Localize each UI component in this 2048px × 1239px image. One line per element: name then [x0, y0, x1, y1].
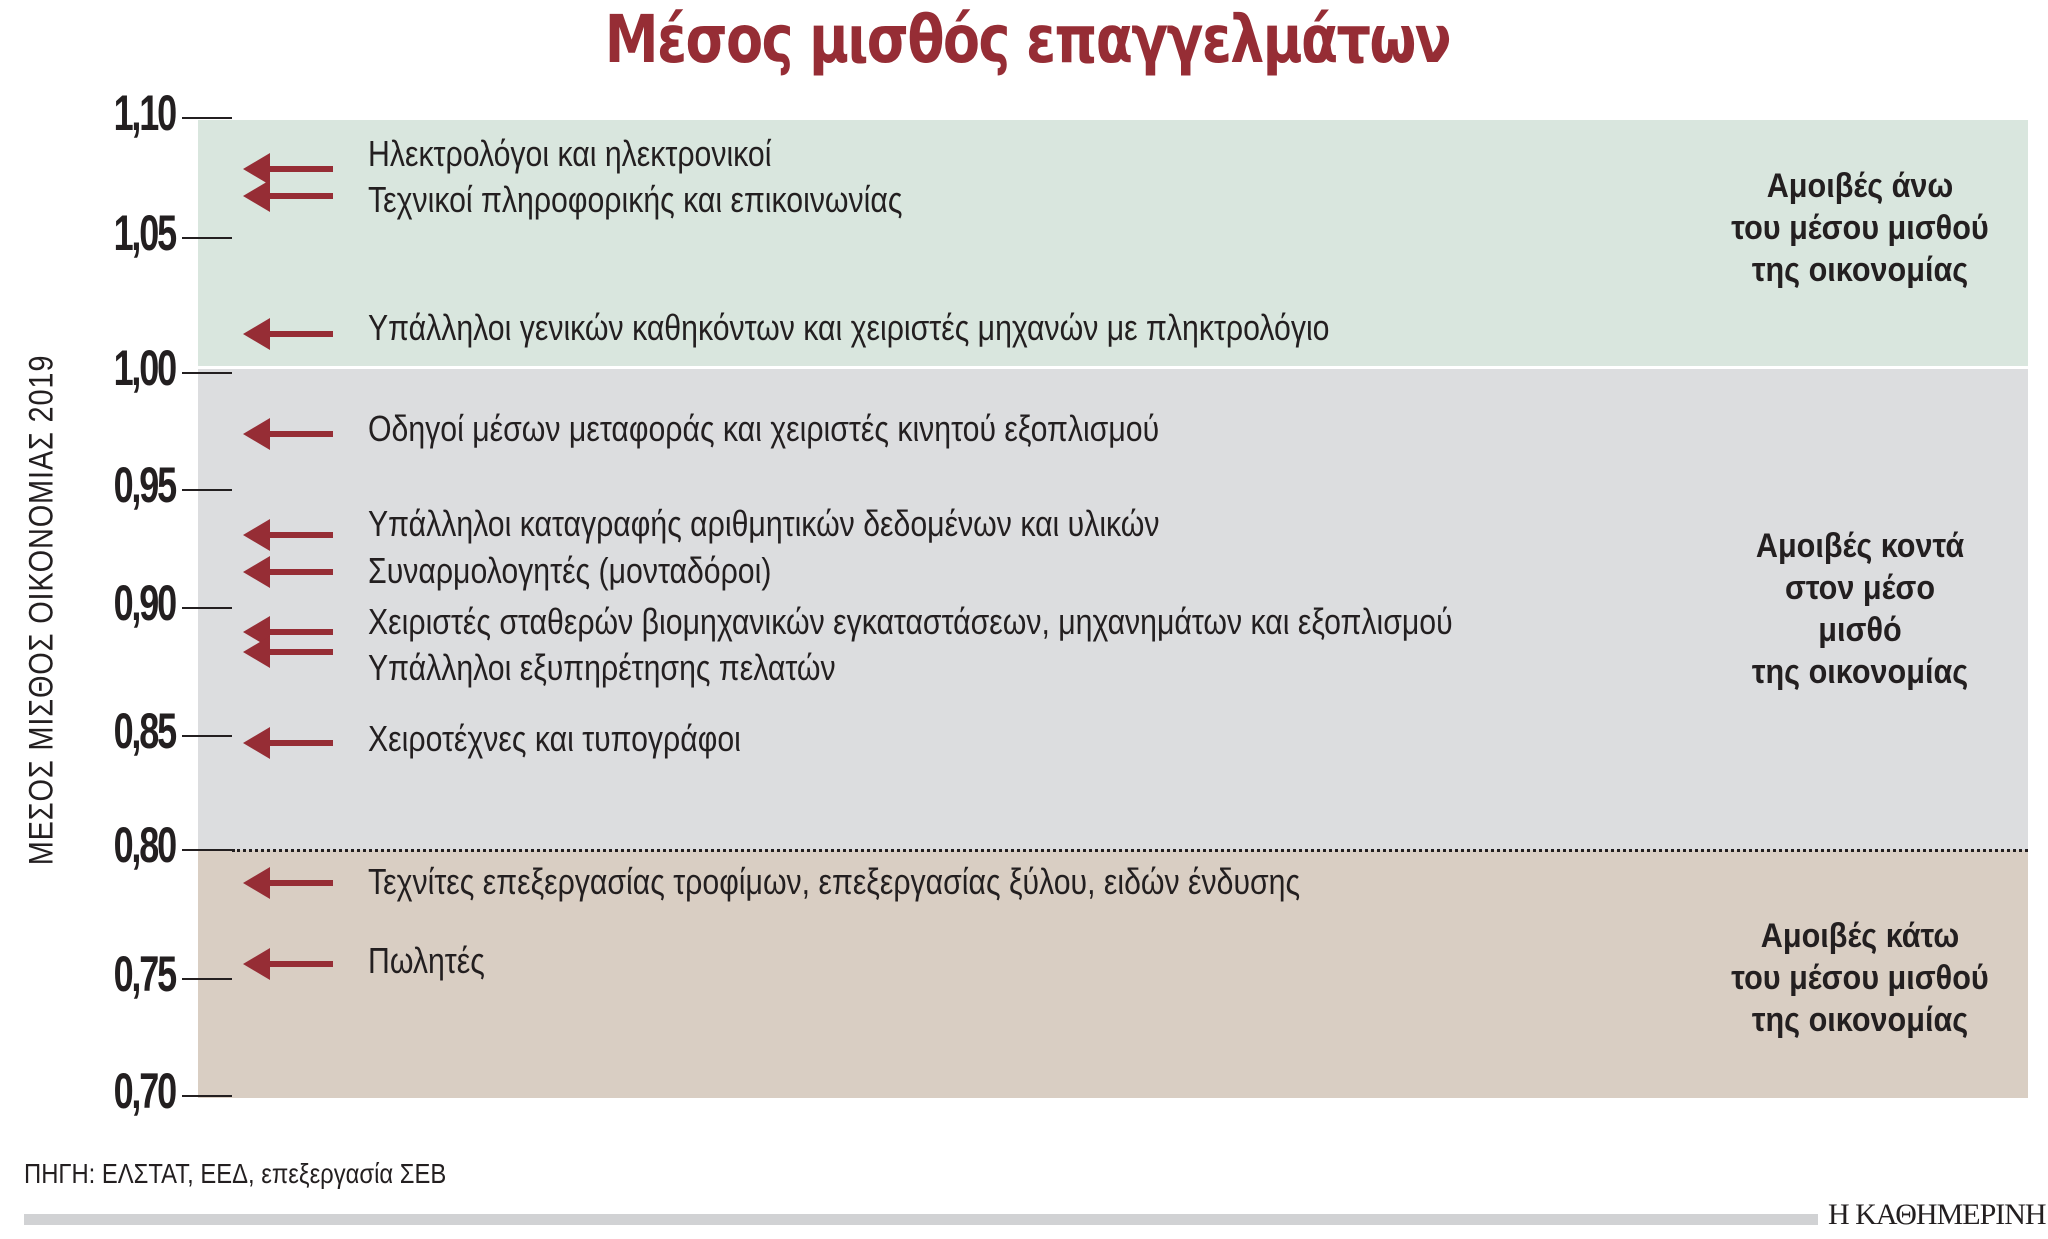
tick-label: 0,90: [113, 575, 175, 631]
occupation-label: Πωλητές: [368, 940, 485, 981]
tick-label: 1,10: [113, 85, 175, 141]
zone-label-near: [1680, 525, 2040, 693]
occupation-label: Τεχνικοί πληροφορικής και επικοινωνίας: [368, 179, 903, 220]
footer-divider: [24, 1214, 1818, 1225]
occupation-label: Υπάλληλοι γενικών καθηκόντων και χειριστές μηχανών με πληκτρολόγιο: [368, 307, 1330, 348]
arrow-left-icon: [243, 318, 333, 350]
arrow-left-icon: [243, 867, 333, 899]
occupation-label: Χειροτέχνες και τυπογράφοι: [368, 718, 741, 759]
occupation-label: Χειριστές σταθερών βιομηχανικών εγκαταστάσεων, μηχανημάτων και εξοπλισμού: [368, 601, 1453, 642]
arrow-left-icon: [243, 948, 333, 980]
zone-line: Αμοιβές κάτω: [1760, 917, 1960, 955]
zone-line: Αμοιβές άνω: [1766, 167, 1954, 205]
arrow-left-icon: [243, 556, 333, 588]
chart-title: Μέσος μισθός επαγγελμάτων: [604, 1, 1451, 78]
tick-mark: [182, 978, 232, 980]
zone-line: του μέσου μισθού: [1731, 209, 1989, 247]
zone-line: της οικονομίας: [1751, 1001, 1969, 1039]
tick-mark: [182, 607, 232, 609]
tick-mark: [182, 1095, 232, 1097]
tick-label: 0,75: [113, 946, 175, 1002]
zone-line: μισθό: [1818, 611, 1902, 649]
arrow-left-icon: [243, 636, 333, 668]
zone-line: της οικονομίας: [1751, 653, 1969, 691]
publisher-logo: Η ΚΑΘΗΜΕΡΙΝΗ: [1828, 1198, 2046, 1231]
zone-line: της οικονομίας: [1751, 251, 1969, 289]
arrow-left-icon: [243, 180, 333, 212]
tick-label: 1,05: [113, 205, 175, 261]
band-separator: [198, 366, 2028, 369]
occupation-label: Ηλεκτρολόγοι και ηλεκτρονικοί: [368, 133, 772, 174]
occupation-label: Οδηγοί μέσων μεταφοράς και χειριστές κινητού εξοπλισμού: [368, 408, 1160, 449]
zone-line: Αμοιβές κοντά: [1755, 527, 1965, 565]
tick-mark: [182, 735, 232, 737]
y-axis-label-text: ΜΕΣΟΣ ΜΙΣΘΟΣ ΟΙΚΟΝΟΜΙΑΣ 2019: [22, 354, 61, 866]
occupation-label: Τεχνίτες επεξεργασίας τροφίμων, επεξεργασίας ξύλου, ειδών ένδυσης: [368, 861, 1301, 902]
tick-label: 0,80: [113, 817, 175, 873]
tick-mark: [182, 489, 232, 491]
tick-mark: [182, 849, 232, 851]
tick-mark: [182, 372, 232, 374]
source-note: ΠΗΓΗ: ΕΛΣΤΑΤ, ΕΕΔ, επεξεργασία ΣΕΒ: [24, 1158, 447, 1189]
arrow-left-icon: [243, 418, 333, 450]
zone-label-above: [1680, 165, 2040, 291]
tick-label: 1,00: [113, 340, 175, 396]
occupation-label: Υπάλληλοι καταγραφής αριθμητικών δεδομένων και υλικών: [368, 503, 1160, 544]
tick-mark: [182, 117, 232, 119]
threshold-dotted-line: [232, 849, 2028, 852]
arrow-left-icon: [243, 727, 333, 759]
zone-label-below: [1680, 915, 2040, 1041]
tick-mark: [182, 237, 232, 239]
tick-label: 0,70: [113, 1063, 175, 1119]
occupation-label: Υπάλληλοι εξυπηρέτησης πελατών: [368, 647, 836, 688]
arrow-left-icon: [243, 519, 333, 551]
tick-label: 0,85: [113, 703, 175, 759]
zone-line: στον μέσο: [1784, 569, 1936, 607]
zone-line: του μέσου μισθού: [1731, 959, 1989, 997]
occupation-label: Συναρμολογητές (μονταδόροι): [368, 550, 772, 591]
tick-label: 0,95: [113, 457, 175, 513]
